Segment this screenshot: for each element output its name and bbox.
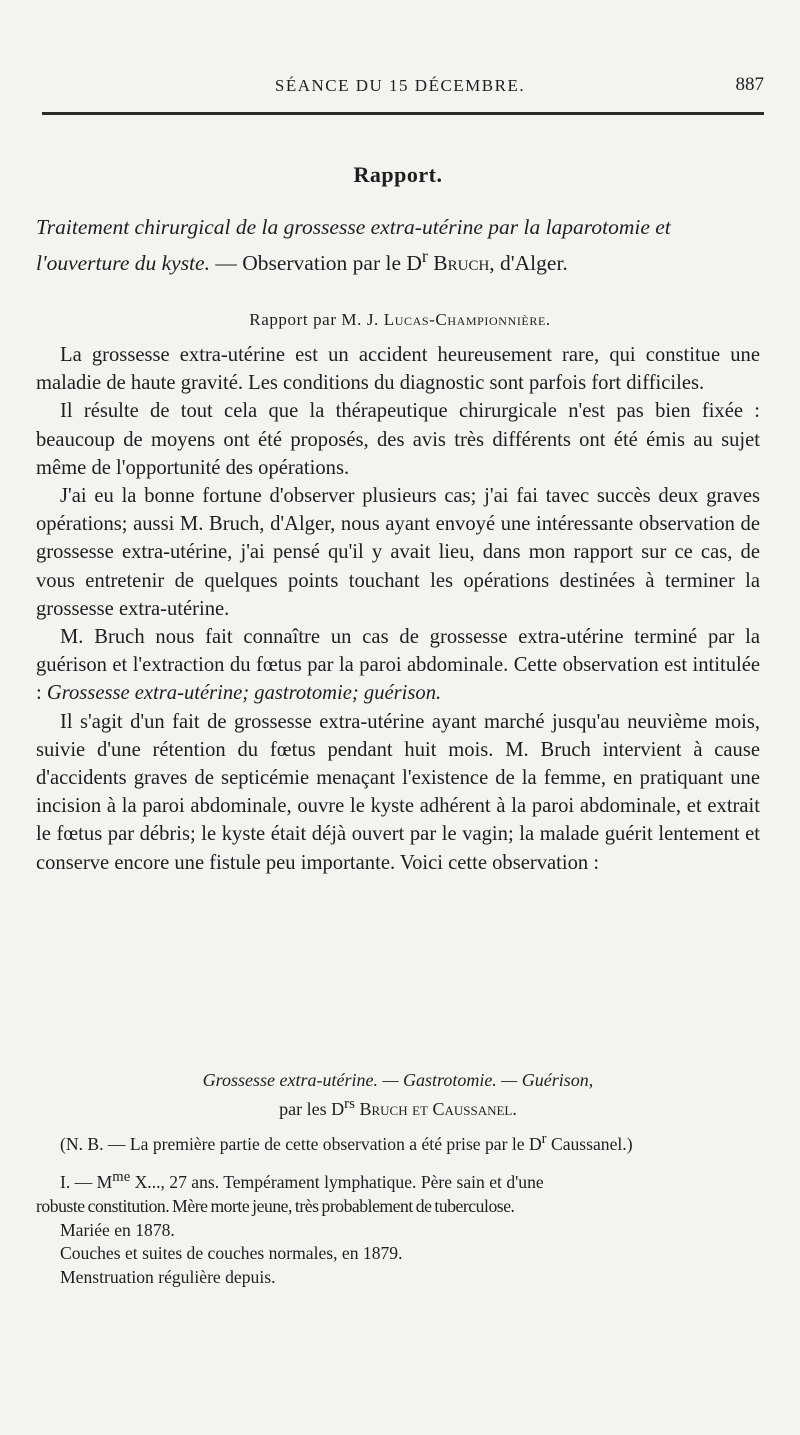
case-by-prefix: par les D [279,1099,345,1119]
case-notes [36,1128,760,1289]
report-byline [0,310,800,330]
case-title-italic: Grossesse extra-utérine. — Gastrotomie. — Guérison, [202,1070,594,1090]
header-rule [42,112,764,115]
note-patient-sup: me [112,1169,131,1186]
title-observation: — Observation par le D [209,251,422,276]
note-patient-prefix: I. — M [60,1172,113,1193]
body-text [36,341,760,877]
running-title: SÉANCE DU 15 DÉCEMBRE. [274,76,526,95]
body-paragraph-1: La grossesse extra-utérine est un accident heureusement rare, qui constitue une maladie de haute gravité. Les conditions du diagnostic sont parfois fort difficiles. [36,344,760,395]
title-location: , d'Alger. [489,251,568,276]
case-by-sup: rs [344,1096,355,1112]
body-paragraph-3: J'ai eu la bonne fortune d'observer plusieurs cas; j'ai fai tavec succès deux graves opérations; aussi M. Bruch, d'Alger, nous ayant envoyé une intéressante observation de grossesse extra-utérine, j'ai pensé qu'il y avait lieu, dans mon rapport sur ce cas, de vous entretenir de quelques points touchant les opérations destinées à terminer la grossesse extra-utérine. [36,485,760,620]
title-italic: Traitement chirurgical de la grossesse extra-utérine par la laparotomie et l'ouverture du kyste. [36,215,671,276]
case-authors [36,1092,760,1121]
body-paragraph-2: Il résulte de tout cela que la thérapeutique chirurgicale n'est pas bien fixée : beaucoup de moyens ont été proposés, des avis très différents ont été émis au sujet même de l'opportunité des opérations. [36,400,760,479]
case-by-names: Bruch et Caussanel. [354,1099,517,1119]
body-paragraph-4-text: M. Bruch nous fait connaître un cas de grossesse extra-utérine terminé par la guérison et l'extraction du fœtus par la paroi abdominale. Cette observation est intitulée : [36,626,760,705]
running-head [0,74,800,102]
note-family: robuste constitution. Mère morte jeune, très probablement de tuberculose. [36,1195,515,1216]
note-nb-prefix: (N. B. — La première partie de cette observation a été prise par le D [60,1133,542,1154]
note-patient [36,1166,760,1194]
section-heading: Rapport. [353,162,443,187]
report-title [36,213,760,278]
note-nb-suffix: Caussanel.) [546,1133,633,1154]
note-nb-sup: r [541,1131,547,1147]
page-number: 887 [735,74,764,95]
byline-name: Lucas-Championnière. [383,310,551,329]
title-author: Bruch [433,251,490,276]
body-paragraph-4 [36,623,760,708]
note-patient-text: X..., 27 ans. Tempérament lymphatique. Père sain et d'une [130,1172,544,1193]
note-births: Couches et suites de couches normales, en 1879. [60,1243,403,1264]
byline-prefix: Rapport par M. J. [249,310,384,329]
case-title [36,1068,760,1121]
body-paragraph-5: Il s'agit d'un fait de grossesse extra-utérine ayant marché jusqu'au neuvième mois, suivie d'une rétention du fœtus pendant huit mois. M. Bruch intervient à cause d'accidents graves de septicémie menaçant l'existence de la femme, en pratiquant une incision à la paroi abdominale, ouvre le kyste adhérent à la paroi abdominale, et extrait le fœtus par débris; le kyste était déjà ouvert par le vagin; la malade guérit lentement et conserve encore une fistule peu importante. Voici cette observation : [36,710,760,874]
note-nb [36,1128,760,1156]
note-married: Mariée en 1878. [60,1219,175,1240]
body-paragraph-4-italic: Grossesse extra-utérine; gastrotomie; guérison. [46,682,442,705]
note-menstruation: Menstruation régulière depuis. [60,1266,276,1287]
title-sup: r [421,246,428,266]
